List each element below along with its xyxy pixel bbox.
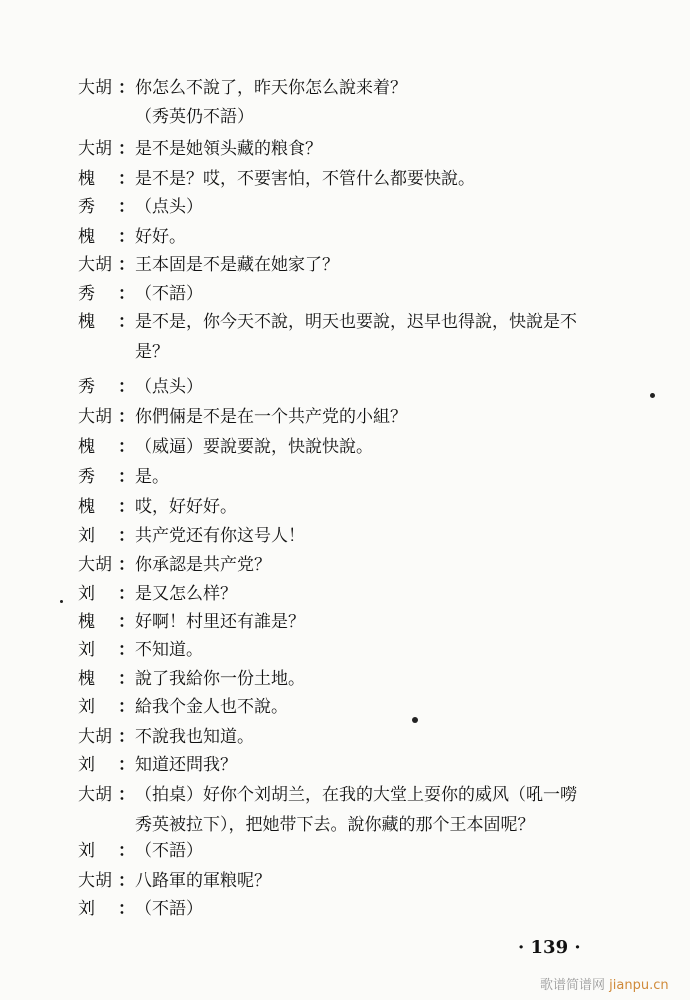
line-text: （秀英仍不語） bbox=[135, 107, 254, 127]
line-text: 不說我也知道。 bbox=[135, 727, 254, 747]
speaker-colon: ： bbox=[118, 871, 135, 891]
speaker-colon: ： bbox=[118, 467, 135, 487]
speaker-colon: ： bbox=[118, 727, 135, 747]
line-text: 你怎么不說了，昨天你怎么說来着？ bbox=[135, 78, 407, 98]
speaker-colon: ： bbox=[118, 437, 135, 457]
speaker-name: 槐 bbox=[78, 497, 95, 517]
speaker-colon: ： bbox=[118, 169, 135, 189]
speaker-name: 秀 bbox=[78, 197, 95, 217]
speaker-name: 槐 bbox=[78, 312, 95, 332]
speaker-name: 刘 bbox=[78, 899, 95, 919]
line-text: 王本固是不是藏在她家了？ bbox=[135, 255, 339, 275]
line-text: （点头） bbox=[135, 197, 203, 217]
speaker-name: 槐 bbox=[78, 612, 95, 632]
speaker-name: 大胡 bbox=[78, 407, 112, 427]
watermark bbox=[540, 974, 669, 993]
ink-speck bbox=[650, 393, 655, 398]
speaker-colon: ： bbox=[118, 284, 135, 304]
speaker-colon: ： bbox=[118, 497, 135, 517]
speaker-colon: ： bbox=[118, 612, 135, 632]
speaker-colon: ： bbox=[118, 697, 135, 717]
line-text: 是？ bbox=[135, 342, 169, 362]
speaker-name: 刘 bbox=[78, 841, 95, 861]
speaker-colon: ： bbox=[118, 899, 135, 919]
speaker-name: 大胡 bbox=[78, 255, 112, 275]
speaker-name: 刘 bbox=[78, 584, 95, 604]
speaker-colon: ： bbox=[118, 255, 135, 275]
line-text: 是不是？哎，不要害怕，不管什么都要快說。 bbox=[135, 169, 475, 189]
speaker-name: 大胡 bbox=[78, 785, 112, 805]
line-text: 給我个金人也不說。 bbox=[135, 697, 288, 717]
line-text: 你承認是共产党？ bbox=[135, 555, 271, 575]
line-text: （点头） bbox=[135, 377, 203, 397]
speaker-colon: ： bbox=[118, 841, 135, 861]
speaker-colon: ： bbox=[118, 755, 135, 775]
speaker-name: 槐 bbox=[78, 169, 95, 189]
line-text: 共产党还有你这号人！ bbox=[135, 526, 305, 546]
speaker-name: 刘 bbox=[78, 697, 95, 717]
speaker-name: 大胡 bbox=[78, 871, 112, 891]
speaker-colon: ： bbox=[118, 139, 135, 159]
line-text: （不語） bbox=[135, 284, 203, 304]
speaker-colon: ： bbox=[118, 377, 135, 397]
speaker-colon: ： bbox=[118, 555, 135, 575]
line-text: 好啊！村里还有誰是？ bbox=[135, 612, 305, 632]
speaker-colon: ： bbox=[118, 227, 135, 247]
ink-speck bbox=[60, 600, 63, 603]
ink-speck bbox=[412, 717, 418, 723]
speaker-name: 刘 bbox=[78, 640, 95, 660]
speaker-name: 刘 bbox=[78, 526, 95, 546]
line-text: 哎，好好好。 bbox=[135, 497, 237, 517]
speaker-name: 槐 bbox=[78, 437, 95, 457]
line-text: 是不是，你今天不說，明天也要說，迟早也得說，快說是不 bbox=[135, 312, 577, 332]
speaker-colon: ： bbox=[118, 669, 135, 689]
speaker-name: 大胡 bbox=[78, 78, 112, 98]
speaker-name: 刘 bbox=[78, 755, 95, 775]
speaker-colon: ： bbox=[118, 78, 135, 98]
speaker-name: 秀 bbox=[78, 284, 95, 304]
speaker-name: 槐 bbox=[78, 669, 95, 689]
line-text: 知道还問我？ bbox=[135, 755, 237, 775]
speaker-colon: ： bbox=[118, 407, 135, 427]
line-text: 不知道。 bbox=[135, 640, 203, 660]
speaker-name: 大胡 bbox=[78, 727, 112, 747]
speaker-colon: ： bbox=[118, 584, 135, 604]
speaker-colon: ： bbox=[118, 312, 135, 332]
speaker-colon: ： bbox=[118, 640, 135, 660]
line-text: 是不是她領头藏的粮食？ bbox=[135, 139, 322, 159]
line-text: （拍桌）好你个刘胡兰，在我的大堂上耍你的威风（吼一嘮 bbox=[135, 785, 577, 805]
line-text: 是又怎么样？ bbox=[135, 584, 237, 604]
watermark-cn: 歌谱简谱网 bbox=[540, 978, 606, 993]
line-text: 說了我給你一份土地。 bbox=[135, 669, 305, 689]
line-text: 你們倆是不是在一个共产党的小組？ bbox=[135, 407, 407, 427]
speaker-colon: ： bbox=[118, 526, 135, 546]
speaker-name: 槐 bbox=[78, 227, 95, 247]
line-text: 是。 bbox=[135, 467, 169, 487]
speaker-name: 大胡 bbox=[78, 139, 112, 159]
watermark-latin: jianpu.cn bbox=[609, 978, 669, 993]
speaker-name: 大胡 bbox=[78, 555, 112, 575]
page-number: · 139 · bbox=[518, 937, 581, 958]
line-text: 好好。 bbox=[135, 227, 186, 247]
speaker-colon: ： bbox=[118, 197, 135, 217]
line-text: （不語） bbox=[135, 899, 203, 919]
speaker-name: 秀 bbox=[78, 467, 95, 487]
line-text: （威逼）要說要說，快說快說。 bbox=[135, 437, 373, 457]
speaker-colon: ： bbox=[118, 785, 135, 805]
line-text: （不語） bbox=[135, 841, 203, 861]
speaker-name: 秀 bbox=[78, 377, 95, 397]
line-text: 八路軍的軍粮呢？ bbox=[135, 871, 271, 891]
line-text: 秀英被拉下），把她带下去。說你藏的那个王本固呢？ bbox=[135, 815, 535, 835]
